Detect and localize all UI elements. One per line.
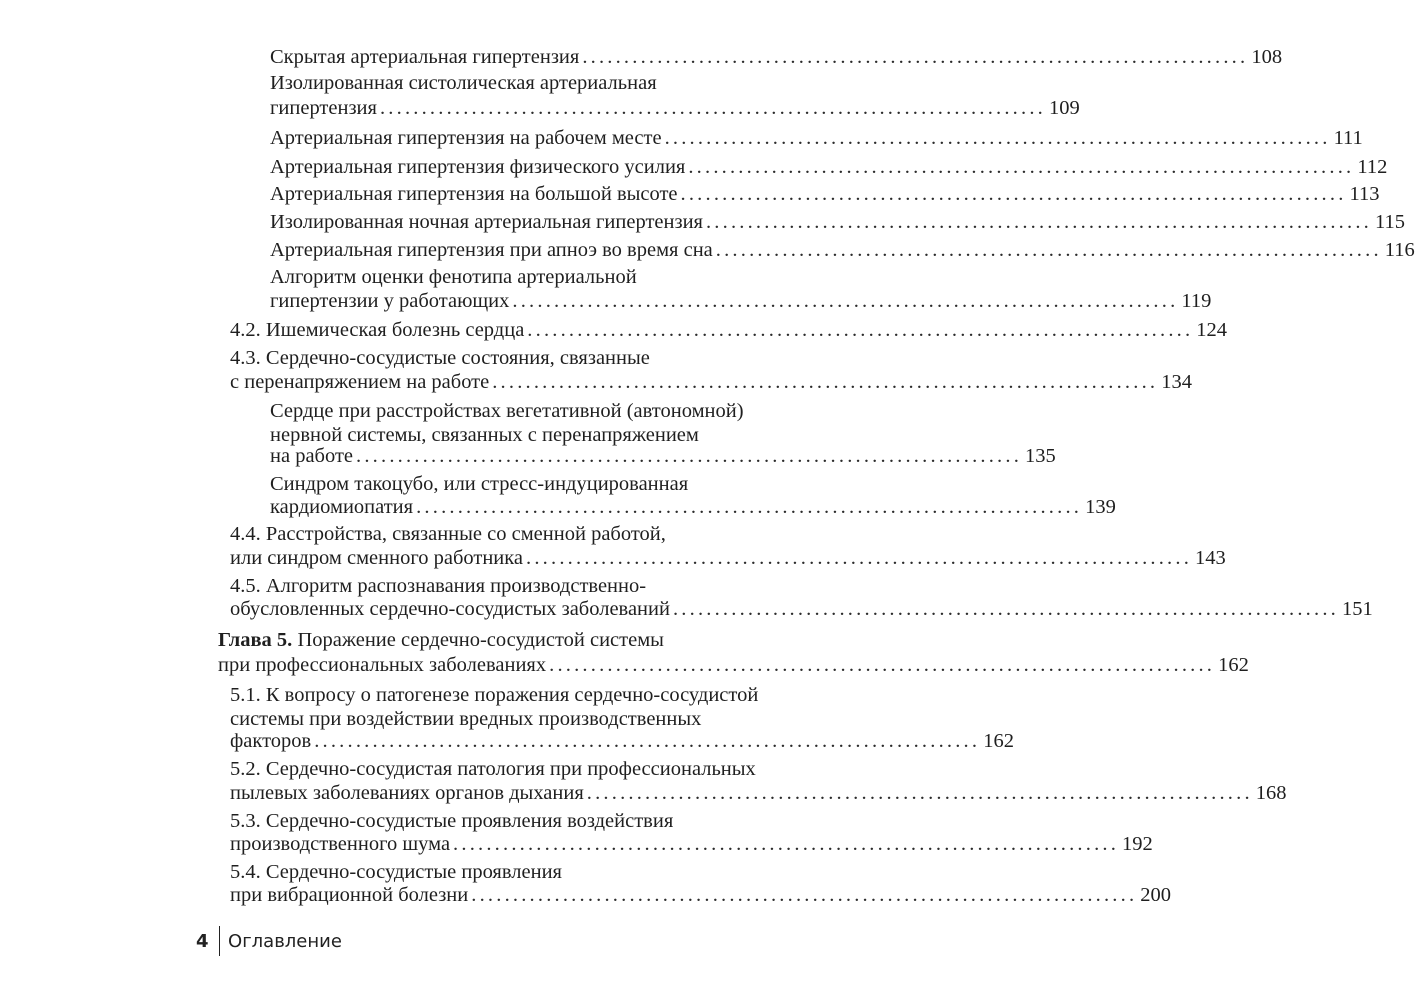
toc-entry [270, 44, 1283, 70]
dot-leader: ................................................................................ [582, 46, 1249, 68]
toc-entry-line: 5.3. Сердечно-сосудистые проявления воздействия [230, 810, 674, 832]
toc-page-number: 168 [1255, 782, 1287, 804]
toc-entry [230, 728, 1014, 754]
toc-entry-line: Синдром такоцубо, или стресс-индуцированная [270, 473, 689, 495]
toc-page-number: 139 [1085, 496, 1116, 518]
toc-entry-line: нервной системы, связанных с перенапряжением [270, 424, 699, 446]
toc-entry-title: Артериальная гипертензия на большой высоте [270, 183, 678, 205]
toc-entry [270, 494, 1116, 520]
toc-entry [230, 596, 1373, 622]
dot-leader: ................................................................................ [453, 833, 1120, 855]
toc-page-number: 112 [1357, 156, 1388, 178]
dot-leader: ................................................................................ [586, 782, 1253, 804]
footer-section-title: Оглавление [228, 930, 342, 952]
chapter-heading [218, 627, 664, 653]
toc-entry-title: гипертензии у работающих [270, 290, 510, 312]
chapter-label: Глава 5. [218, 629, 293, 651]
toc-entry-line: 5.4. Сердечно-сосудистые проявления [230, 861, 562, 883]
toc-entry-title: производственного шума [230, 833, 451, 855]
toc-entry-line: Сердце при расстройствах вегетативной (автономной) [270, 400, 744, 422]
toc-entry-title: при профессиональных заболеваниях [218, 654, 547, 676]
dot-leader: ................................................................................ [549, 654, 1216, 676]
footer-page-number: 4 [196, 930, 209, 952]
dot-leader: ................................................................................ [416, 496, 1083, 518]
toc-entry [270, 443, 1056, 469]
toc-entry-title: кардиомиопатия [270, 496, 414, 518]
toc-entry-title: на работе [270, 445, 354, 467]
toc-page-number: 200 [1140, 884, 1172, 906]
toc-page-number: 135 [1025, 445, 1056, 467]
footer-divider [219, 926, 221, 956]
toc-entry-title: или синдром сменного работника [230, 547, 524, 569]
toc-entry-title: факторов [230, 730, 312, 752]
toc-entry [230, 831, 1153, 857]
toc-page-number: 113 [1349, 183, 1380, 205]
toc-page-number: 111 [1333, 127, 1363, 149]
dot-leader: ................................................................................ [512, 290, 1179, 312]
dot-leader: ................................................................................ [314, 730, 981, 752]
toc-entry [230, 369, 1192, 395]
toc-entry-line: 4.4. Расстройства, связанные со сменной работой, [230, 523, 666, 545]
toc-entry [270, 95, 1080, 121]
toc-entry-title: Артериальная гипертензия физического усилия [270, 156, 686, 178]
toc-entry [270, 125, 1363, 151]
toc-page-number: 143 [1195, 547, 1226, 569]
toc-entry [218, 652, 1249, 678]
toc-entry-line: 5.1. К вопросу о патогенезе поражения сердечно-сосудистой [230, 684, 759, 706]
toc-page-number: 192 [1122, 833, 1153, 855]
chapter-title: Поражение сердечно-сосудистой системы [292, 629, 664, 651]
toc-entry [270, 181, 1380, 207]
toc-entry-title: Изолированная ночная артериальная гипертензия [270, 211, 703, 233]
dot-leader: ................................................................................ [471, 884, 1138, 906]
dot-leader: ................................................................................ [492, 371, 1159, 393]
dot-leader: ................................................................................ [688, 156, 1355, 178]
toc-entry-line: системы при воздействии вредных производственных [230, 708, 702, 730]
toc-page-number: 124 [1196, 319, 1228, 341]
toc-page-number: 119 [1181, 290, 1212, 312]
toc-entry [270, 154, 1388, 180]
toc-page-number: 162 [983, 730, 1014, 752]
toc-entry-line: Изолированная систолическая артериальная [270, 72, 657, 94]
toc-entry [230, 882, 1172, 908]
toc-entry [230, 780, 1287, 806]
dot-leader: ................................................................................ [705, 211, 1372, 233]
toc-entry [270, 237, 1415, 263]
toc-page-number: 108 [1251, 46, 1283, 68]
dot-leader: ................................................................................ [672, 598, 1339, 620]
toc-entry-title: гипертензия [270, 97, 377, 119]
toc-entry-title: с перенапряжением на работе [230, 371, 490, 393]
dot-leader: ................................................................................ [356, 445, 1023, 467]
toc-entry [230, 317, 1228, 343]
toc-entry-title: пылевых заболеваниях органов дыхания [230, 782, 584, 804]
toc-entry-title: 4.2. Ишемическая болезнь сердца [230, 319, 525, 341]
toc-entry-line: 4.3. Сердечно-сосудистые состояния, связанные [230, 347, 650, 369]
toc-entry-title: Артериальная гипертензия при апноэ во время сна [270, 239, 713, 261]
toc-entry-line: Алгоритм оценки фенотипа артериальной [270, 266, 637, 288]
toc-page-number: 109 [1048, 97, 1080, 119]
toc-entry [270, 288, 1212, 314]
dot-leader: ................................................................................ [664, 127, 1331, 149]
toc-entry-line: 5.2. Сердечно-сосудистая патология при профессиональных [230, 758, 756, 780]
page-footer [196, 928, 342, 954]
toc-page-number: 151 [1341, 598, 1373, 620]
dot-leader: ................................................................................ [715, 239, 1382, 261]
toc-entry-title: обусловленных сердечно-сосудистых заболеваний [230, 598, 670, 620]
toc-page-number: 115 [1374, 211, 1405, 233]
toc-entry-title: при вибрационной болезни [230, 884, 469, 906]
dot-leader: ................................................................................ [680, 183, 1347, 205]
toc-page-number: 134 [1161, 371, 1192, 393]
toc-page-number: 116 [1384, 239, 1415, 261]
dot-leader: ................................................................................ [379, 97, 1046, 119]
toc-entry-title: Скрытая артериальная гипертензия [270, 46, 580, 68]
toc-page-number: 162 [1218, 654, 1249, 676]
toc-entry [270, 209, 1405, 235]
toc-entry-title: Артериальная гипертензия на рабочем месте [270, 127, 662, 149]
dot-leader: ................................................................................ [526, 547, 1193, 569]
toc-entry [230, 545, 1226, 571]
toc-entry-line: 4.5. Алгоритм распознавания производственно- [230, 575, 647, 597]
dot-leader: ................................................................................ [527, 319, 1194, 341]
